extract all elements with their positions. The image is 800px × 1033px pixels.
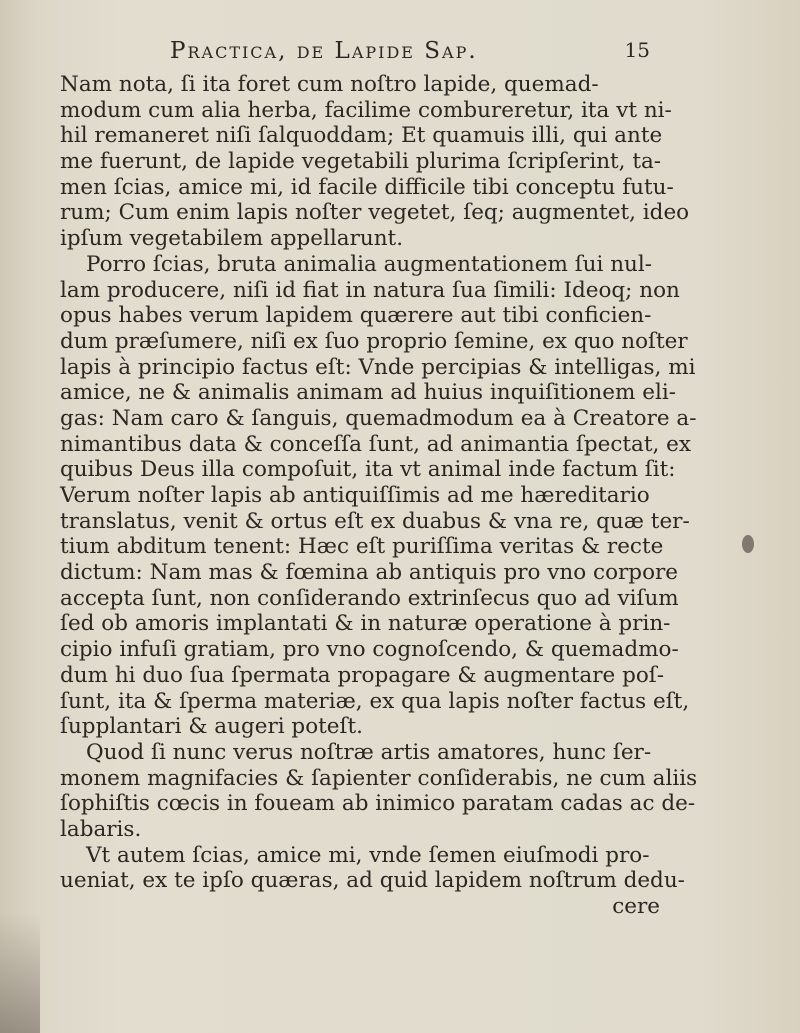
text-line: translatus, venit & ortus eſt ex duabus & vna re, quæ ter- (60, 508, 690, 534)
text-line: amice, ne & animalis animam ad huius inquiſitionem eli- (60, 380, 676, 406)
text-line: labaris. (60, 816, 142, 842)
text-line: nimantibus data & conceſſa ſunt, ad animantia ſpectat, ex (60, 431, 692, 457)
edge-stain (0, 913, 40, 1033)
text-line: ſed ob amoris implantati & in naturæ operatione à prin- (60, 611, 671, 637)
page-header (170, 38, 650, 70)
text-line: dum hi duo ſua ſpermata propagare & augmentare poſ- (60, 662, 665, 688)
text-line: ipſum vegetabilem appellarunt. (60, 226, 404, 252)
text-line: quibus Deus illa compoſuit, ita vt animal inde factum ſit: (60, 457, 676, 483)
text-line: ſunt, ita & ſperma materiæ, ex qua lapis noſter factus eſt, (60, 688, 690, 714)
ink-blot (742, 535, 754, 553)
text-line: cipio infuſi gratiam, pro vno cognoſcendo, & quemadmo- (60, 637, 679, 663)
text-line: hil remaneret niſi ſalquoddam; Et quamuis illi, qui ante (60, 123, 663, 149)
text-line: ſupplantari & augeri poteſt. (60, 714, 363, 740)
text-line: modum cum alia herba, facilime combureretur, ita vt ni- (60, 97, 672, 123)
text-line: lam producere, niſi id fiat in natura ſua ſimili: Ideoq; non (60, 277, 680, 303)
text-line: monem magnifacies & ſapienter conſiderabis, ne cum aliis (60, 765, 698, 791)
text-line: Porro ſcias, bruta animalia augmentationem ſui nul- (86, 251, 653, 277)
body-text (60, 72, 698, 920)
text-line: Quod ſi nunc verus noſtræ artis amatores, hunc ſer- (86, 739, 652, 765)
text-line: lapis à principio factus eſt: Vnde percipias & intelligas, mi (60, 354, 696, 380)
text-line: tium abditum tenent: Hæc eſt puriſſima veritas & recte (60, 534, 664, 560)
page-number: 15 (624, 38, 650, 62)
text-line: ueniat, ex te ipſo quæras, ad quid lapidem noſtrum dedu- (60, 868, 685, 894)
text-line: Nam nota, ſi ita foret cum noſtro lapide, quemad- (60, 72, 599, 97)
text-line: opus habes verum lapidem quærere aut tibi conficien- (60, 303, 652, 329)
text-line: ſophiſtis cœcis in foueam ab inimico paratam cadas ac de- (60, 791, 696, 817)
text-line: rum; Cum enim lapis noſter vegetet, ſeq; augmentet, ideo (60, 200, 690, 226)
catchword: cere (612, 894, 660, 919)
running-head: Practica, de Lapide Sap. (170, 38, 478, 64)
text-line: Vt autem ſcias, amice mi, vnde ſemen eiuſmodi pro- (86, 842, 650, 868)
text-line: Verum noſter lapis ab antiquiſſimis ad me hæreditario (60, 483, 650, 508)
text-line: dum præſumere, niſi ex ſuo proprio ſemine, ex quo noſter (60, 328, 688, 354)
text-line: men ſcias, amice mi, id facile difficile tibi conceptu futu- (60, 174, 674, 200)
text-line: me fuerunt, de lapide vegetabili plurima ſcripſerint, ta- (60, 149, 662, 175)
text-line: dictum: Nam mas & fœmina ab antiquis pro vno corpore (60, 560, 679, 586)
text-line: accepta ſunt, non conſiderando extrinſecus quo ad viſum (60, 585, 679, 611)
text-line: gas: Nam caro & ſanguis, quemadmodum ea à Creatore a- (60, 405, 697, 431)
